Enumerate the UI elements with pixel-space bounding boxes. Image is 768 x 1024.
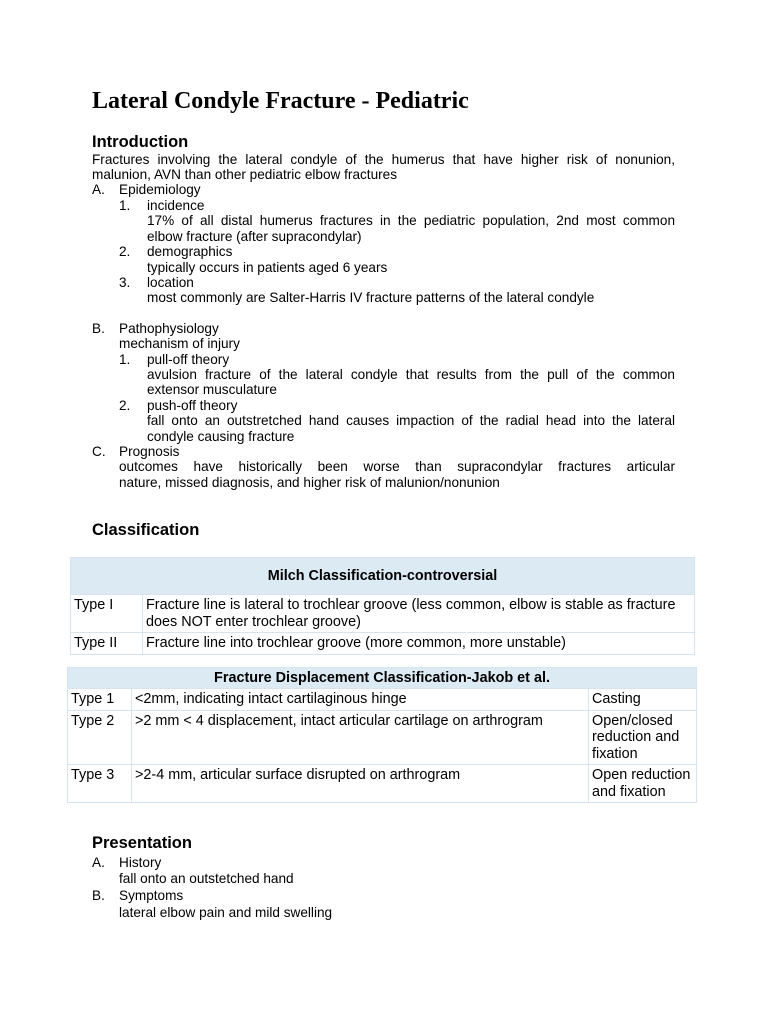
jakob-treatment-cell: Open/closed reduction and fixation bbox=[589, 710, 697, 765]
mechanism-of-injury: mechanism of injury bbox=[119, 336, 240, 351]
demographics-detail: typically occurs in patients aged 6 years bbox=[147, 260, 388, 275]
symptoms-marker: B. bbox=[92, 888, 105, 903]
introduction-heading: Introduction bbox=[92, 133, 189, 151]
epidemiology-marker: A. bbox=[92, 182, 105, 197]
pull-off-marker: 1. bbox=[119, 352, 131, 367]
epidemiology-label: Epidemiology bbox=[119, 182, 201, 197]
jakob-desc-cell: >2-4 mm, articular surface disrupted on arthrogram bbox=[132, 765, 589, 803]
intro-lead-line-2: malunion, AVN than other pediatric elbow fractures bbox=[92, 167, 398, 182]
table-row bbox=[68, 765, 697, 803]
demographics-label: demographics bbox=[147, 244, 233, 259]
jakob-type-cell: Type 3 bbox=[68, 765, 132, 803]
location-label: location bbox=[147, 275, 194, 290]
push-off-detail-line-1: fall onto an outstretched hand causes impaction of the radial head into the lateral bbox=[147, 413, 675, 428]
history-label: History bbox=[119, 855, 162, 870]
jakob-displacement-table bbox=[67, 667, 697, 803]
prognosis-marker: C. bbox=[92, 444, 106, 459]
incidence-detail-line-1: 17% of all distal humerus fractures in the pediatric population, 2nd most common bbox=[147, 213, 675, 228]
push-off-detail-line-2: condyle causing fracture bbox=[147, 429, 295, 444]
history-detail: fall onto an outstetched hand bbox=[119, 871, 294, 886]
document-title: Lateral Condyle Fracture - Pediatric bbox=[92, 88, 469, 114]
prognosis-detail-line-2: nature, missed diagnosis, and higher risk of malunion/nonunion bbox=[119, 475, 500, 490]
classification-heading: Classification bbox=[92, 521, 200, 539]
history-marker: A. bbox=[92, 855, 105, 870]
milch-table-header: Milch Classification-controversial bbox=[71, 558, 695, 595]
location-marker: 3. bbox=[119, 275, 131, 290]
jakob-type-cell: Type 2 bbox=[68, 710, 132, 765]
incidence-marker: 1. bbox=[119, 198, 131, 213]
pull-off-detail-line-2: extensor musculature bbox=[147, 382, 277, 397]
milch-desc-cell: Fracture line into trochlear groove (more common, more unstable) bbox=[143, 633, 695, 655]
jakob-table-header: Fracture Displacement Classification-Jakob et al. bbox=[68, 668, 697, 689]
pull-off-detail-line-1: avulsion fracture of the lateral condyle that results from the pull of the common bbox=[147, 367, 675, 382]
table-row bbox=[71, 633, 695, 655]
demographics-marker: 2. bbox=[119, 244, 131, 259]
presentation-heading: Presentation bbox=[92, 834, 192, 852]
jakob-type-cell: Type 1 bbox=[68, 689, 132, 711]
milch-type-cell: Type I bbox=[71, 595, 143, 633]
push-off-label: push-off theory bbox=[147, 398, 238, 413]
milch-type-cell: Type II bbox=[71, 633, 143, 655]
jakob-desc-cell: <2mm, indicating intact cartilaginous hinge bbox=[132, 689, 589, 711]
table-row bbox=[68, 710, 697, 765]
table-row bbox=[68, 689, 697, 711]
location-detail: most commonly are Salter-Harris IV fracture patterns of the lateral condyle bbox=[147, 290, 595, 305]
symptoms-label: Symptoms bbox=[119, 888, 184, 903]
incidence-label: incidence bbox=[147, 198, 205, 213]
intro-lead-line-1: Fractures involving the lateral condyle of the humerus that have higher risk of nonunion, bbox=[92, 152, 675, 167]
pathophysiology-label: Pathophysiology bbox=[119, 321, 219, 336]
jakob-desc-cell: >2 mm < 4 displacement, intact articular cartilage on arthrogram bbox=[132, 710, 589, 765]
symptoms-detail: lateral elbow pain and mild swelling bbox=[119, 905, 333, 920]
table-row bbox=[71, 595, 695, 633]
pathophysiology-marker: B. bbox=[92, 321, 105, 336]
milch-classification-table bbox=[70, 557, 695, 655]
incidence-detail-line-2: elbow fracture (after supracondylar) bbox=[147, 229, 362, 244]
jakob-treatment-cell: Casting bbox=[589, 689, 697, 711]
jakob-treatment-cell: Open reduction and fixation bbox=[589, 765, 697, 803]
push-off-marker: 2. bbox=[119, 398, 131, 413]
prognosis-detail-line-1: outcomes have historically been worse than supracondylar fractures articular bbox=[119, 459, 675, 474]
prognosis-label: Prognosis bbox=[119, 444, 180, 459]
milch-desc-cell: Fracture line is lateral to trochlear groove (less common, elbow is stable as fracture does NOT enter trochlear groove) bbox=[143, 595, 695, 633]
pull-off-label: pull-off theory bbox=[147, 352, 230, 367]
